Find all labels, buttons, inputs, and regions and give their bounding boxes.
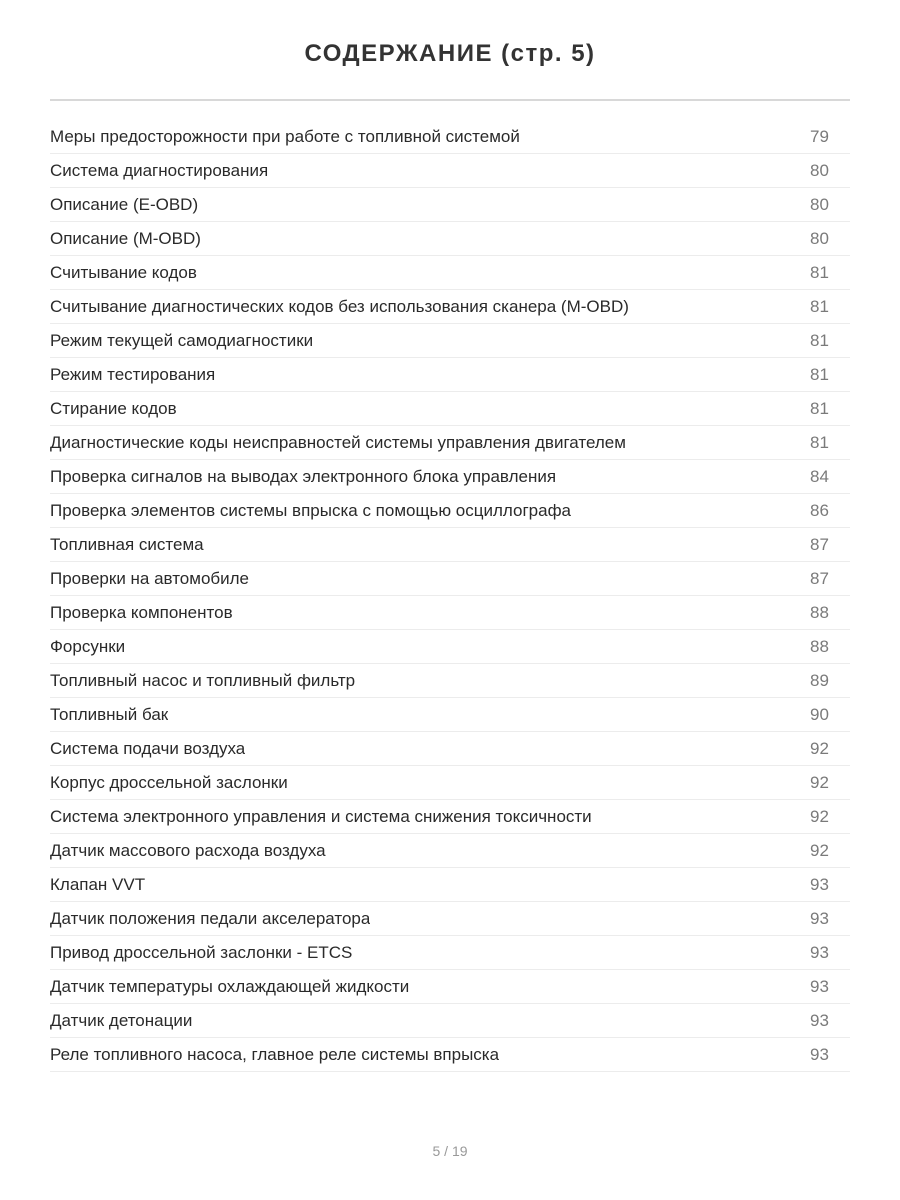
toc-entry-page-number: 84 <box>810 466 829 486</box>
title-divider <box>50 99 850 101</box>
toc-list <box>50 120 850 1072</box>
toc-entry-page-number: 79 <box>810 126 829 146</box>
toc-entry-title[interactable]: Топливный бак <box>50 704 169 724</box>
toc-entry-title[interactable]: Считывание кодов <box>50 262 197 282</box>
toc-entry-page-number: 92 <box>810 806 829 826</box>
toc-entry-page-number: 89 <box>810 670 829 690</box>
toc-entry-title[interactable]: Датчик детонации <box>50 1010 193 1030</box>
toc-entry-title[interactable]: Описание (E-OBD) <box>50 194 199 214</box>
toc-entry[interactable] <box>50 834 850 868</box>
toc-entry[interactable] <box>50 460 850 494</box>
toc-entry-page-number: 81 <box>810 432 829 452</box>
toc-entry[interactable] <box>50 698 850 732</box>
toc-entry-title[interactable]: Стирание кодов <box>50 398 177 418</box>
page-indicator: 5 / 19 <box>432 1143 468 1159</box>
toc-entry[interactable] <box>50 494 850 528</box>
toc-entry-title[interactable]: Система электронного управления и система снижения токсичности <box>50 806 592 826</box>
toc-entry[interactable] <box>50 256 850 290</box>
toc-entry-page-number: 87 <box>810 534 829 554</box>
toc-entry-page-number: 93 <box>810 1044 829 1064</box>
toc-entry-page-number: 81 <box>810 364 829 384</box>
toc-entry[interactable] <box>50 1004 850 1038</box>
toc-entry[interactable] <box>50 1038 850 1072</box>
toc-entry-page-number: 80 <box>810 194 829 214</box>
toc-entry[interactable] <box>50 596 850 630</box>
toc-entry-page-number: 88 <box>810 602 829 622</box>
toc-entry-page-number: 92 <box>810 840 829 860</box>
toc-entry[interactable] <box>50 800 850 834</box>
toc-entry[interactable] <box>50 392 850 426</box>
toc-entry[interactable] <box>50 970 850 1004</box>
toc-entry-title[interactable]: Датчик массового расхода воздуха <box>50 840 326 860</box>
toc-entry-page-number: 81 <box>810 398 829 418</box>
toc-entry[interactable] <box>50 120 850 154</box>
toc-entry-title[interactable]: Система подачи воздуха <box>50 738 246 758</box>
toc-entry-title[interactable]: Проверки на автомобиле <box>50 568 250 588</box>
toc-entry-title[interactable]: Режим текущей самодиагностики <box>50 330 314 350</box>
toc-entry-page-number: 86 <box>810 500 829 520</box>
toc-entry-title[interactable]: Режим тестирования <box>50 364 216 384</box>
toc-entry[interactable] <box>50 222 850 256</box>
toc-entry[interactable] <box>50 630 850 664</box>
toc-entry-title[interactable]: Проверка элементов системы впрыска с помощью осциллографа <box>50 500 572 520</box>
toc-entry[interactable] <box>50 732 850 766</box>
toc-entry[interactable] <box>50 358 850 392</box>
toc-entry[interactable] <box>50 766 850 800</box>
toc-entry-title[interactable]: Топливная система <box>50 534 204 554</box>
toc-entry-title[interactable]: Датчик температуры охлаждающей жидкости <box>50 976 410 996</box>
toc-entry[interactable] <box>50 562 850 596</box>
page-title: СОДЕРЖАНИЕ (стр. 5) <box>304 40 596 67</box>
toc-entry-page-number: 93 <box>810 942 829 962</box>
toc-entry-page-number: 87 <box>810 568 829 588</box>
toc-entry-title[interactable]: Считывание диагностических кодов без использования сканера (M-OBD) <box>50 296 629 316</box>
toc-entry-title[interactable]: Топливный насос и топливный фильтр <box>50 670 356 690</box>
toc-entry-title[interactable]: Датчик положения педали акселератора <box>50 908 371 928</box>
toc-entry[interactable] <box>50 528 850 562</box>
toc-entry-page-number: 92 <box>810 738 829 758</box>
toc-entry-title[interactable]: Привод дроссельной заслонки - ETCS <box>50 942 353 962</box>
toc-entry-page-number: 93 <box>810 1010 829 1030</box>
toc-entry[interactable] <box>50 664 850 698</box>
toc-entry-page-number: 93 <box>810 976 829 996</box>
toc-entry[interactable] <box>50 426 850 460</box>
toc-entry-title[interactable]: Проверка сигналов на выводах электронного блока управления <box>50 466 557 486</box>
toc-entry[interactable] <box>50 290 850 324</box>
toc-entry-page-number: 92 <box>810 772 829 792</box>
toc-entry-title[interactable]: Корпус дроссельной заслонки <box>50 772 288 792</box>
toc-entry-title[interactable]: Проверка компонентов <box>50 602 233 622</box>
toc-entry[interactable] <box>50 868 850 902</box>
toc-entry-title[interactable]: Реле топливного насоса, главное реле системы впрыска <box>50 1044 500 1064</box>
toc-entry[interactable] <box>50 154 850 188</box>
toc-entry[interactable] <box>50 188 850 222</box>
toc-entry-page-number: 88 <box>810 636 829 656</box>
toc-entry[interactable] <box>50 324 850 358</box>
toc-entry-page-number: 93 <box>810 874 829 894</box>
toc-entry-title[interactable]: Диагностические коды неисправностей системы управления двигателем <box>50 432 626 452</box>
toc-entry-page-number: 81 <box>810 262 829 282</box>
toc-entry-title[interactable]: Форсунки <box>50 636 126 656</box>
toc-entry-page-number: 93 <box>810 908 829 928</box>
toc-entry-page-number: 81 <box>810 296 829 316</box>
toc-entry-title[interactable]: Описание (M-OBD) <box>50 228 201 248</box>
toc-entry[interactable] <box>50 902 850 936</box>
toc-entry-title[interactable]: Система диагностирования <box>50 160 269 180</box>
toc-entry-title[interactable]: Клапан VVT <box>50 874 146 894</box>
toc-entry[interactable] <box>50 936 850 970</box>
toc-entry-title[interactable]: Меры предосторожности при работе с топливной системой <box>50 126 520 146</box>
toc-entry-page-number: 80 <box>810 160 829 180</box>
toc-entry-page-number: 81 <box>810 330 829 350</box>
toc-entry-page-number: 80 <box>810 228 829 248</box>
toc-entry-page-number: 90 <box>810 704 829 724</box>
